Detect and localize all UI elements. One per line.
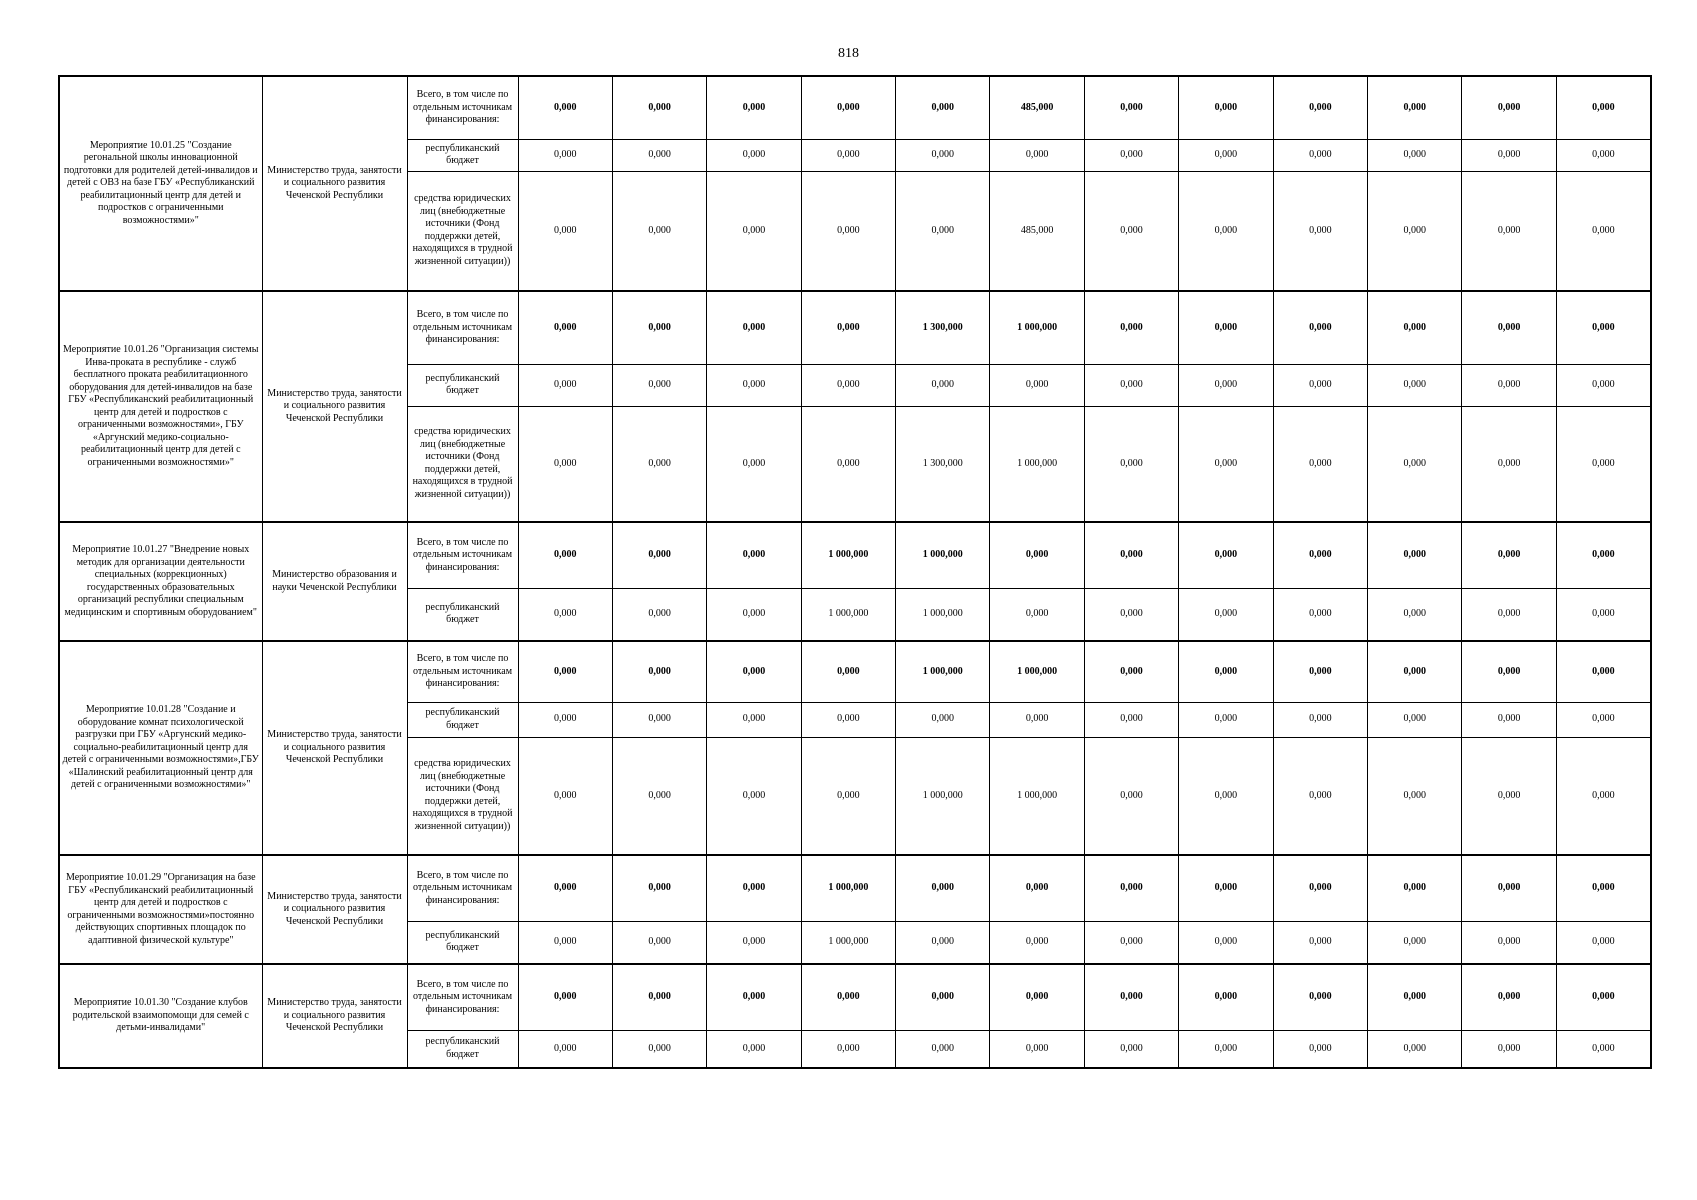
amount-cell: 0,000 — [707, 855, 801, 921]
amount-cell: 0,000 — [518, 964, 612, 1030]
amount-cell: 0,000 — [1368, 291, 1462, 364]
amount-cell: 0,000 — [1368, 702, 1462, 737]
amount-cell: 0,000 — [1556, 964, 1651, 1030]
amount-cell: 0,000 — [896, 702, 990, 737]
amount-cell: 0,000 — [1179, 364, 1273, 406]
amount-cell: 0,000 — [801, 364, 895, 406]
amount-cell: 0,000 — [1084, 964, 1178, 1030]
amount-cell: 0,000 — [707, 171, 801, 291]
amount-cell: 0,000 — [801, 737, 895, 855]
amount-cell: 0,000 — [707, 406, 801, 522]
amount-cell: 1 000,000 — [990, 641, 1084, 702]
amount-cell: 0,000 — [1084, 522, 1178, 588]
amount-cell: 0,000 — [518, 291, 612, 364]
measure-group — [59, 522, 1651, 641]
amount-cell: 0,000 — [1462, 921, 1556, 964]
amount-cell: 0,000 — [707, 291, 801, 364]
amount-cell: 0,000 — [1556, 1030, 1651, 1068]
amount-cell: 0,000 — [518, 737, 612, 855]
amount-cell: 0,000 — [1368, 522, 1462, 588]
amount-cell: 0,000 — [1084, 641, 1178, 702]
page-number: 818 — [838, 46, 859, 61]
amount-cell: 0,000 — [518, 588, 612, 641]
funding-source-cell: Всего, в том числе по отдельным источникам финансирования: — [407, 964, 518, 1030]
table-row — [59, 76, 1651, 139]
amount-cell: 0,000 — [612, 588, 706, 641]
amount-cell: 0,000 — [896, 76, 990, 139]
amount-cell: 0,000 — [1556, 364, 1651, 406]
measure-name-cell: Мероприятие 10.01.30 "Создание клубов родительской взаимопомощи для семей с детьми-инвалидами" — [59, 964, 262, 1068]
amount-cell: 0,000 — [990, 1030, 1084, 1068]
amount-cell: 0,000 — [1368, 964, 1462, 1030]
table-row — [59, 522, 1651, 588]
funding-source-cell: Всего, в том числе по отдельным источникам финансирования: — [407, 641, 518, 702]
amount-cell: 0,000 — [1273, 364, 1367, 406]
amount-cell: 0,000 — [707, 588, 801, 641]
amount-cell: 485,000 — [990, 76, 1084, 139]
amount-cell: 0,000 — [990, 588, 1084, 641]
amount-cell: 0,000 — [1273, 641, 1367, 702]
amount-cell: 0,000 — [707, 702, 801, 737]
amount-cell: 0,000 — [1368, 76, 1462, 139]
amount-cell: 0,000 — [1179, 406, 1273, 522]
amount-cell: 0,000 — [1179, 702, 1273, 737]
amount-cell: 0,000 — [1462, 964, 1556, 1030]
measure-name-cell: Мероприятие 10.01.25 "Создание регональной школы инновационной подготовки для родителей детей-инвалидов и детей с ОВЗ на базе ГБУ «Республиканский реабилитационный центр для детей и подростков с ограниченными возможностями»" — [59, 76, 262, 291]
amount-cell: 1 000,000 — [990, 291, 1084, 364]
amount-cell: 0,000 — [1368, 139, 1462, 171]
amount-cell: 0,000 — [1556, 641, 1651, 702]
measure-group — [59, 76, 1651, 291]
amount-cell: 0,000 — [1179, 291, 1273, 364]
amount-cell: 0,000 — [1273, 406, 1367, 522]
amount-cell: 0,000 — [1368, 855, 1462, 921]
amount-cell: 0,000 — [1084, 702, 1178, 737]
executor-cell: Министерство труда, занятости и социального развития Чеченской Республики — [262, 291, 407, 522]
amount-cell: 0,000 — [1462, 737, 1556, 855]
amount-cell: 0,000 — [518, 641, 612, 702]
amount-cell: 0,000 — [1179, 964, 1273, 1030]
amount-cell: 0,000 — [1368, 171, 1462, 291]
measure-name-cell: Мероприятие 10.01.28 "Создание и оборудование комнат психологической разгрузки при ГБУ «Аргунский медико-социально-реабилитационный центр для детей с ограниченными возможностями»,ГБУ «Шалинский реабилитационный центр для детей с ограниченными возможностями»" — [59, 641, 262, 855]
amount-cell: 0,000 — [1368, 737, 1462, 855]
amount-cell: 0,000 — [1462, 139, 1556, 171]
amount-cell: 1 300,000 — [896, 406, 990, 522]
amount-cell: 0,000 — [612, 1030, 706, 1068]
amount-cell: 0,000 — [518, 855, 612, 921]
amount-cell: 0,000 — [1179, 171, 1273, 291]
amount-cell: 0,000 — [990, 139, 1084, 171]
amount-cell: 0,000 — [1368, 1030, 1462, 1068]
amount-cell: 0,000 — [1462, 641, 1556, 702]
funding-source-cell: средства юридических лиц (внебюджетные источники (Фонд поддержки детей, находящихся в трудной жизненной ситуации)) — [407, 406, 518, 522]
amount-cell: 0,000 — [1556, 171, 1651, 291]
amount-cell: 0,000 — [1556, 76, 1651, 139]
amount-cell: 0,000 — [1179, 588, 1273, 641]
amount-cell: 0,000 — [1084, 76, 1178, 139]
funding-source-cell: Всего, в том числе по отдельным источникам финансирования: — [407, 76, 518, 139]
amount-cell: 0,000 — [612, 406, 706, 522]
amount-cell: 0,000 — [1462, 76, 1556, 139]
amount-cell: 0,000 — [990, 855, 1084, 921]
amount-cell: 0,000 — [801, 964, 895, 1030]
amount-cell: 0,000 — [1556, 737, 1651, 855]
amount-cell: 0,000 — [801, 641, 895, 702]
amount-cell: 0,000 — [612, 139, 706, 171]
amount-cell: 0,000 — [707, 139, 801, 171]
table-row — [59, 964, 1651, 1030]
amount-cell: 0,000 — [1556, 702, 1651, 737]
amount-cell: 0,000 — [1462, 702, 1556, 737]
amount-cell: 0,000 — [1084, 1030, 1178, 1068]
amount-cell: 1 000,000 — [896, 641, 990, 702]
funding-source-cell: республиканский бюджет — [407, 702, 518, 737]
amount-cell: 0,000 — [1368, 364, 1462, 406]
executor-cell: Министерство труда, занятости и социального развития Чеченской Республики — [262, 641, 407, 855]
amount-cell: 0,000 — [1462, 291, 1556, 364]
funding-source-cell: республиканский бюджет — [407, 364, 518, 406]
amount-cell: 0,000 — [612, 522, 706, 588]
amount-cell: 0,000 — [1273, 702, 1367, 737]
amount-cell: 0,000 — [707, 522, 801, 588]
amount-cell: 0,000 — [1273, 522, 1367, 588]
table-row — [59, 291, 1651, 364]
amount-cell: 1 000,000 — [801, 588, 895, 641]
amount-cell: 0,000 — [1368, 588, 1462, 641]
amount-cell: 0,000 — [612, 76, 706, 139]
amount-cell: 0,000 — [707, 921, 801, 964]
amount-cell: 0,000 — [1462, 364, 1556, 406]
amount-cell: 0,000 — [1084, 921, 1178, 964]
amount-cell: 0,000 — [1273, 964, 1367, 1030]
measure-name-cell: Мероприятие 10.01.27 "Внедрение новых методик для организации деятельности специальных (коррекционных) государственных образовательных организаций республики специальным медицинским и спортивным оборудованием" — [59, 522, 262, 641]
table-row — [59, 855, 1651, 921]
amount-cell: 0,000 — [1179, 1030, 1273, 1068]
amount-cell: 0,000 — [707, 1030, 801, 1068]
budget-table — [58, 75, 1652, 1069]
amount-cell: 0,000 — [1273, 921, 1367, 964]
amount-cell: 0,000 — [612, 364, 706, 406]
amount-cell: 0,000 — [518, 522, 612, 588]
amount-cell: 0,000 — [518, 76, 612, 139]
amount-cell: 0,000 — [896, 171, 990, 291]
funding-source-cell: республиканский бюджет — [407, 1030, 518, 1068]
measure-group — [59, 291, 1651, 522]
funding-source-cell: Всего, в том числе по отдельным источникам финансирования: — [407, 291, 518, 364]
amount-cell: 0,000 — [1556, 921, 1651, 964]
amount-cell: 0,000 — [518, 139, 612, 171]
amount-cell: 0,000 — [612, 964, 706, 1030]
amount-cell: 0,000 — [707, 737, 801, 855]
amount-cell: 1 000,000 — [896, 588, 990, 641]
amount-cell: 0,000 — [1179, 921, 1273, 964]
amount-cell: 0,000 — [1462, 588, 1556, 641]
amount-cell: 1 000,000 — [990, 406, 1084, 522]
amount-cell: 0,000 — [1179, 76, 1273, 139]
amount-cell: 0,000 — [896, 964, 990, 1030]
funding-source-cell: Всего, в том числе по отдельным источникам финансирования: — [407, 522, 518, 588]
funding-source-cell: средства юридических лиц (внебюджетные источники (Фонд поддержки детей, находящихся в трудной жизненной ситуации)) — [407, 737, 518, 855]
amount-cell: 0,000 — [612, 171, 706, 291]
measure-group — [59, 964, 1651, 1068]
funding-source-cell: республиканский бюджет — [407, 139, 518, 171]
executor-cell: Министерство труда, занятости и социального развития Чеченской Республики — [262, 855, 407, 964]
amount-cell: 0,000 — [1179, 522, 1273, 588]
amount-cell: 0,000 — [801, 1030, 895, 1068]
amount-cell: 0,000 — [896, 1030, 990, 1068]
amount-cell: 0,000 — [707, 364, 801, 406]
amount-cell: 0,000 — [1084, 364, 1178, 406]
measure-group — [59, 641, 1651, 855]
amount-cell: 1 000,000 — [801, 921, 895, 964]
amount-cell: 0,000 — [990, 364, 1084, 406]
funding-source-cell: средства юридических лиц (внебюджетные источники (Фонд поддержки детей, находящихся в трудной жизненной ситуации)) — [407, 171, 518, 291]
amount-cell: 0,000 — [1462, 171, 1556, 291]
amount-cell: 1 000,000 — [896, 522, 990, 588]
amount-cell: 0,000 — [1368, 641, 1462, 702]
amount-cell: 0,000 — [518, 702, 612, 737]
amount-cell: 0,000 — [1368, 406, 1462, 522]
amount-cell: 0,000 — [1084, 139, 1178, 171]
amount-cell: 0,000 — [707, 641, 801, 702]
executor-cell: Министерство труда, занятости и социального развития Чеченской Республики — [262, 964, 407, 1068]
amount-cell: 1 000,000 — [990, 737, 1084, 855]
amount-cell: 0,000 — [1084, 291, 1178, 364]
amount-cell: 0,000 — [801, 171, 895, 291]
amount-cell: 0,000 — [1273, 855, 1367, 921]
amount-cell: 0,000 — [801, 139, 895, 171]
amount-cell: 1 000,000 — [801, 855, 895, 921]
amount-cell: 0,000 — [801, 702, 895, 737]
amount-cell: 0,000 — [1179, 737, 1273, 855]
measure-name-cell: Мероприятие 10.01.29 "Организация на базе ГБУ «Республиканский реабилитационный центр для детей и подростков с ограниченными возможностями»постоянно действующих спортивных площадок по адаптивной физической культуре" — [59, 855, 262, 964]
amount-cell: 1 000,000 — [896, 737, 990, 855]
amount-cell: 0,000 — [801, 406, 895, 522]
amount-cell: 0,000 — [612, 702, 706, 737]
amount-cell: 0,000 — [801, 291, 895, 364]
amount-cell: 0,000 — [990, 522, 1084, 588]
amount-cell: 0,000 — [1273, 1030, 1367, 1068]
amount-cell: 0,000 — [612, 737, 706, 855]
amount-cell: 0,000 — [1273, 139, 1367, 171]
amount-cell: 0,000 — [612, 641, 706, 702]
amount-cell: 0,000 — [896, 921, 990, 964]
measure-name-cell: Мероприятие 10.01.26 "Организация системы Инва-проката в республике - служб бесплатного проката реабилитационного оборудования для детей-инвалидов на базе ГБУ «Республиканский реабилитационный центр для детей и подростков с ограниченными возможностями», ГБУ «Аргунский медико-социально-реабилитационный центр для детей с ограниченными возможностями»" — [59, 291, 262, 522]
amount-cell: 0,000 — [707, 76, 801, 139]
amount-cell: 0,000 — [1084, 855, 1178, 921]
amount-cell: 0,000 — [707, 964, 801, 1030]
amount-cell: 0,000 — [896, 855, 990, 921]
measure-group — [59, 855, 1651, 964]
amount-cell: 0,000 — [990, 964, 1084, 1030]
amount-cell: 0,000 — [896, 364, 990, 406]
executor-cell: Министерство труда, занятости и социального развития Чеченской Республики — [262, 76, 407, 291]
amount-cell: 0,000 — [518, 171, 612, 291]
amount-cell: 0,000 — [1462, 522, 1556, 588]
funding-source-cell: Всего, в том числе по отдельным источникам финансирования: — [407, 855, 518, 921]
amount-cell: 0,000 — [518, 1030, 612, 1068]
amount-cell: 0,000 — [612, 291, 706, 364]
amount-cell: 0,000 — [1084, 406, 1178, 522]
amount-cell: 0,000 — [612, 855, 706, 921]
amount-cell: 1 000,000 — [801, 522, 895, 588]
amount-cell: 0,000 — [1462, 1030, 1556, 1068]
amount-cell: 0,000 — [1273, 737, 1367, 855]
amount-cell: 0,000 — [1556, 855, 1651, 921]
amount-cell: 0,000 — [518, 921, 612, 964]
amount-cell: 0,000 — [518, 406, 612, 522]
amount-cell: 0,000 — [1273, 291, 1367, 364]
amount-cell: 0,000 — [801, 76, 895, 139]
amount-cell: 0,000 — [1179, 855, 1273, 921]
amount-cell: 0,000 — [990, 702, 1084, 737]
amount-cell: 0,000 — [1084, 171, 1178, 291]
amount-cell: 0,000 — [1179, 139, 1273, 171]
amount-cell: 0,000 — [1462, 406, 1556, 522]
amount-cell: 0,000 — [990, 921, 1084, 964]
funding-source-cell: республиканский бюджет — [407, 588, 518, 641]
amount-cell: 0,000 — [896, 139, 990, 171]
amount-cell: 0,000 — [1179, 641, 1273, 702]
amount-cell: 0,000 — [612, 921, 706, 964]
amount-cell: 0,000 — [1273, 588, 1367, 641]
amount-cell: 0,000 — [1273, 76, 1367, 139]
amount-cell: 0,000 — [1462, 855, 1556, 921]
amount-cell: 0,000 — [1556, 522, 1651, 588]
amount-cell: 0,000 — [1556, 291, 1651, 364]
amount-cell: 0,000 — [1084, 737, 1178, 855]
amount-cell: 0,000 — [1556, 406, 1651, 522]
amount-cell: 0,000 — [1368, 921, 1462, 964]
amount-cell: 485,000 — [990, 171, 1084, 291]
amount-cell: 0,000 — [1084, 588, 1178, 641]
funding-source-cell: республиканский бюджет — [407, 921, 518, 964]
amount-cell: 0,000 — [1556, 588, 1651, 641]
amount-cell: 0,000 — [518, 364, 612, 406]
amount-cell: 0,000 — [1556, 139, 1651, 171]
table-row — [59, 641, 1651, 702]
executor-cell: Министерство образования и науки Чеченской Республики — [262, 522, 407, 641]
amount-cell: 1 300,000 — [896, 291, 990, 364]
amount-cell: 0,000 — [1273, 171, 1367, 291]
